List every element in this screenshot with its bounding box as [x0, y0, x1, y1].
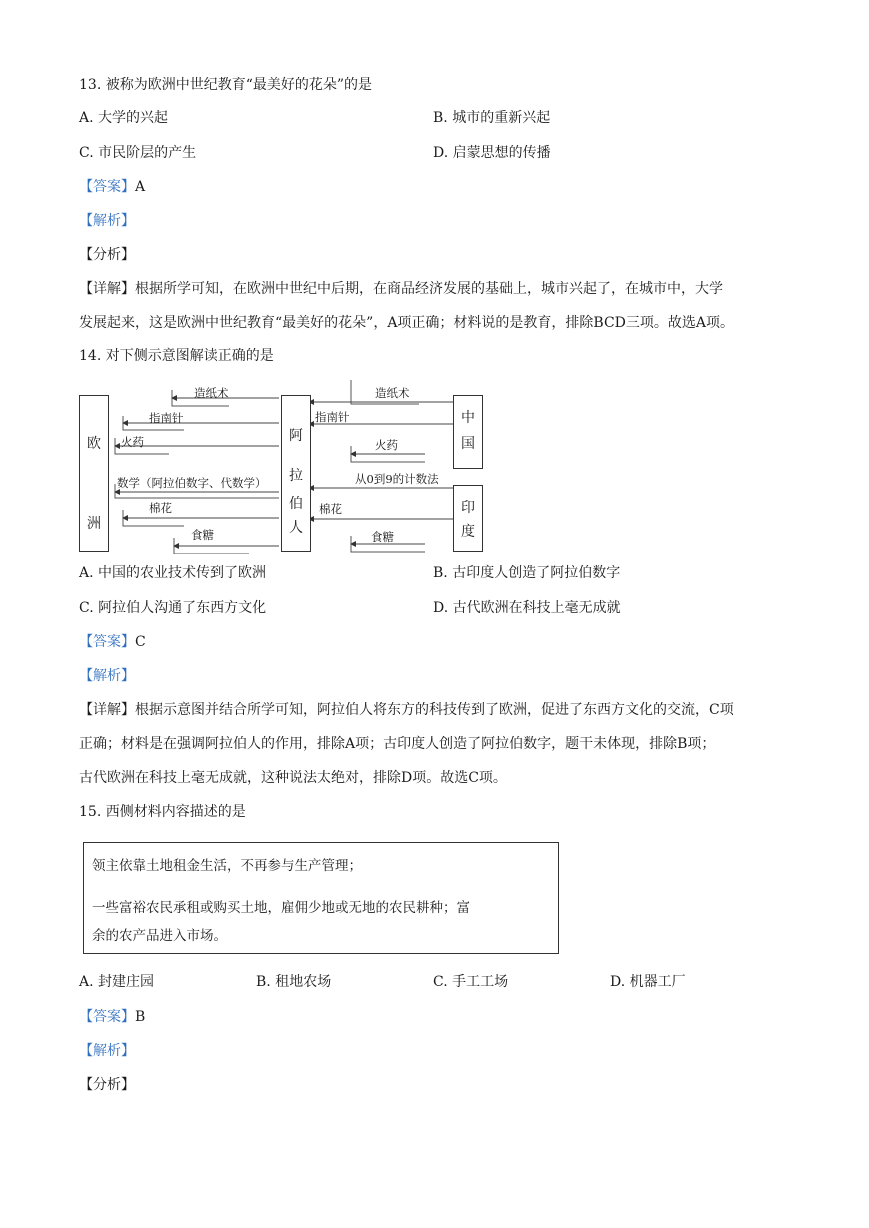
left-label-gunpowder: 火药: [121, 435, 144, 449]
q14-detail-line-2: 正确；材料是在强调阿拉伯人的作用，排除A项；古印度人创造了阿拉伯数字，题干未体现，排除B项；: [79, 736, 716, 752]
trade-route-diagram: [79, 378, 483, 554]
q13-detail-line-1: [79, 279, 723, 299]
q15-answer: [79, 1007, 145, 1027]
q15-option-c: C. 手工工场: [433, 974, 509, 990]
q13-detail-line-2: 发展起来，这是欧洲中世纪教育“最美好的花朵”，A项正确；材料说的是教育，排除BCD三项。故选A项。: [79, 315, 735, 331]
q14-detail-line-1: [79, 700, 734, 720]
arab-char-2: 拉: [289, 468, 303, 484]
europe-char-1: 欧: [87, 436, 101, 452]
left-label-compass: 指南针: [149, 411, 184, 425]
arab-char-3: 伯: [289, 496, 303, 512]
detail-tag: 【详解】: [79, 281, 135, 297]
q13-option-a: A. 大学的兴起: [79, 110, 169, 126]
india-char-2: 度: [461, 524, 475, 540]
india-box: [453, 485, 483, 552]
q14-option-b: B. 古印度人创造了阿拉伯数字: [433, 565, 621, 581]
q13-analysis-tag: 【解析】: [79, 213, 135, 229]
q13-option-d: D. 启蒙思想的传播: [433, 145, 551, 161]
q15-fenxi-tag: 【分析】: [79, 1077, 135, 1093]
china-box: [453, 395, 483, 469]
answer-tag: 【答案】: [79, 1009, 135, 1025]
left-label-math: 数学（阿拉伯数字、代数学）: [117, 476, 267, 490]
answer-tag: 【答案】: [79, 179, 135, 195]
q14-detail-line-3: 古代欧洲在科技上毫无成就，这种说法太绝对，排除D项。故选C项。: [79, 770, 507, 786]
china-char-1: 中: [461, 410, 475, 426]
detail-text: 根据示意图并结合所学可知，阿拉伯人将东方的科技传到了欧洲，促进了东西方文化的交流，C项: [135, 702, 734, 718]
detail-text: 根据所学可知，在欧洲中世纪中后期，在商品经济发展的基础上，城市兴起了，在城市中，大学: [135, 281, 723, 297]
material-line-1: 领主依靠土地租金生活，不再参与生产管理；: [92, 858, 362, 874]
q15-stem: 15. 西侧材料内容描述的是: [79, 804, 246, 820]
china-char-2: 国: [461, 436, 475, 452]
answer-value: C: [135, 634, 146, 650]
arab-char-4: 人: [289, 520, 303, 536]
q13-answer: [79, 177, 145, 197]
q14-stem: 14. 对下侧示意图解读正确的是: [79, 348, 274, 364]
q15-option-d: D. 机器工厂: [610, 974, 686, 990]
left-label-paper: 造纸术: [194, 386, 229, 400]
q15-option-a: A. 封建庄园: [79, 974, 155, 990]
india-char-1: 印: [461, 500, 475, 516]
right-label-numerals: 从0到9的计数法: [355, 472, 439, 486]
right-label-compass: 指南针: [315, 410, 350, 424]
q14-option-c: C. 阿拉伯人沟通了东西方文化: [79, 600, 267, 616]
q14-option-a: A. 中国的农业技术传到了欧洲: [79, 565, 267, 581]
q15-option-b: B. 租地农场: [256, 974, 332, 990]
q15-analysis-tag: 【解析】: [79, 1043, 135, 1059]
q13-option-b: B. 城市的重新兴起: [433, 110, 551, 126]
answer-tag: 【答案】: [79, 634, 135, 650]
answer-value: A: [135, 179, 146, 195]
europe-box: [79, 395, 109, 552]
answer-value: B: [135, 1009, 146, 1025]
right-label-paper: 造纸术: [375, 386, 410, 400]
europe-char-2: 洲: [87, 516, 101, 532]
arab-box: [281, 395, 311, 552]
right-label-sugar: 食糖: [371, 530, 394, 544]
material-line-2: 一些富裕农民承租或购买土地，雇佣少地或无地的农民耕种；富: [92, 900, 470, 916]
q14-answer: [79, 632, 146, 652]
right-label-gunpowder: 火药: [375, 438, 398, 452]
q13-option-c: C. 市民阶层的产生: [79, 145, 197, 161]
q13-fenxi-tag: 【分析】: [79, 247, 135, 263]
arab-char-1: 阿: [289, 428, 303, 444]
left-label-cotton: 棉花: [149, 501, 172, 515]
q14-analysis-tag: 【解析】: [79, 668, 135, 684]
material-box: [83, 842, 559, 954]
detail-tag: 【详解】: [79, 702, 135, 718]
q14-option-d: D. 古代欧洲在科技上毫无成就: [433, 600, 621, 616]
material-line-3: 余的农产品进入市场。: [92, 928, 227, 944]
left-label-sugar: 食糖: [191, 528, 214, 542]
q13-stem: 13. 被称为欧洲中世纪教育“最美好的花朵”的是: [79, 77, 373, 93]
right-label-cotton: 棉花: [319, 502, 342, 516]
